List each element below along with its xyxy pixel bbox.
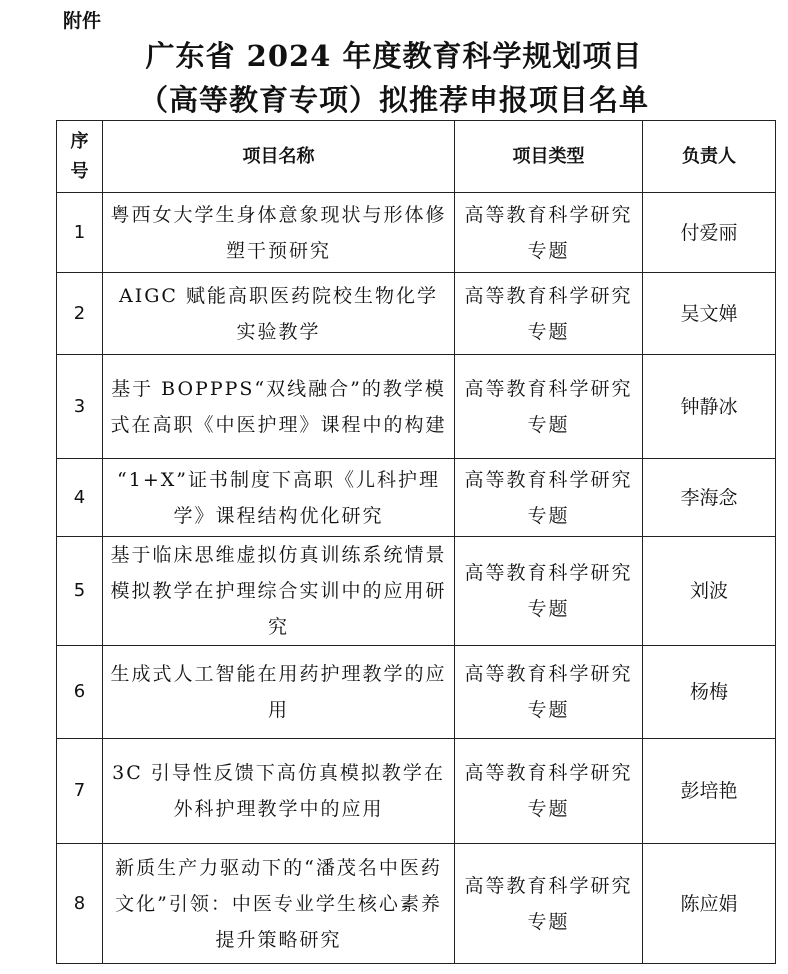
row-project-name: 新质生产力驱动下的“潘茂名中医药文化”引领：中医专业学生核心素养提升策略研究	[103, 844, 455, 964]
table-row	[57, 739, 776, 844]
row-project-type: 高等教育科学研究专题	[455, 646, 643, 739]
row-owner: 付爱丽	[643, 193, 776, 273]
row-project-name: 基于 BOPPPS“双线融合”的教学模式在高职《中医护理》课程中的构建	[103, 355, 455, 459]
header-number	[57, 121, 103, 193]
table-row	[57, 193, 776, 273]
header-project-type: 项目类型	[455, 121, 643, 193]
row-number: 2	[57, 273, 103, 355]
row-project-name: “1+X”证书制度下高职《儿科护理学》课程结构优化研究	[103, 459, 455, 537]
table-row	[57, 273, 776, 355]
header-project-name: 项目名称	[103, 121, 455, 193]
row-project-name: 粤西女大学生身体意象现状与形体修塑干预研究	[103, 193, 455, 273]
row-number: 1	[57, 193, 103, 273]
document-title-line2: （高等教育专项）拟推荐申报项目名单	[138, 83, 649, 117]
project-list-table	[56, 120, 776, 964]
row-project-name: 3C 引导性反馈下高仿真模拟教学在外科护理教学中的应用	[103, 739, 455, 844]
row-project-type: 高等教育科学研究专题	[455, 537, 643, 646]
attachment-label: 附件	[63, 10, 102, 32]
header-number-line1: 序	[70, 130, 89, 152]
row-project-name: AIGC 赋能高职医药院校生物化学实验教学	[103, 273, 455, 355]
table-row	[57, 355, 776, 459]
row-project-type: 高等教育科学研究专题	[455, 355, 643, 459]
row-owner: 杨梅	[643, 646, 776, 739]
row-owner: 陈应娟	[643, 844, 776, 964]
header-owner: 负责人	[643, 121, 776, 193]
row-owner: 钟静冰	[643, 355, 776, 459]
table-row	[57, 537, 776, 646]
row-number: 5	[57, 537, 103, 646]
row-number: 6	[57, 646, 103, 739]
row-owner: 吴文婵	[643, 273, 776, 355]
table-header-row	[57, 121, 776, 193]
row-project-name: 生成式人工智能在用药护理教学的应用	[103, 646, 455, 739]
row-project-name: 基于临床思维虚拟仿真训练系统情景模拟教学在护理综合实训中的应用研究	[103, 537, 455, 646]
header-number-line2: 号	[70, 160, 89, 182]
row-number: 3	[57, 355, 103, 459]
row-project-type: 高等教育科学研究专题	[455, 193, 643, 273]
row-project-type: 高等教育科学研究专题	[455, 273, 643, 355]
table-row	[57, 459, 776, 537]
row-project-type: 高等教育科学研究专题	[455, 459, 643, 537]
row-number: 7	[57, 739, 103, 844]
row-number: 8	[57, 844, 103, 964]
row-owner: 彭培艳	[643, 739, 776, 844]
row-project-type: 高等教育科学研究专题	[455, 739, 643, 844]
row-owner: 刘波	[643, 537, 776, 646]
table-row	[57, 844, 776, 964]
table-row	[57, 646, 776, 739]
row-owner: 李海念	[643, 459, 776, 537]
row-project-type: 高等教育科学研究专题	[455, 844, 643, 964]
row-number: 4	[57, 459, 103, 537]
document-title-line1: 广东省 2024 年度教育科学规划项目	[145, 39, 643, 73]
